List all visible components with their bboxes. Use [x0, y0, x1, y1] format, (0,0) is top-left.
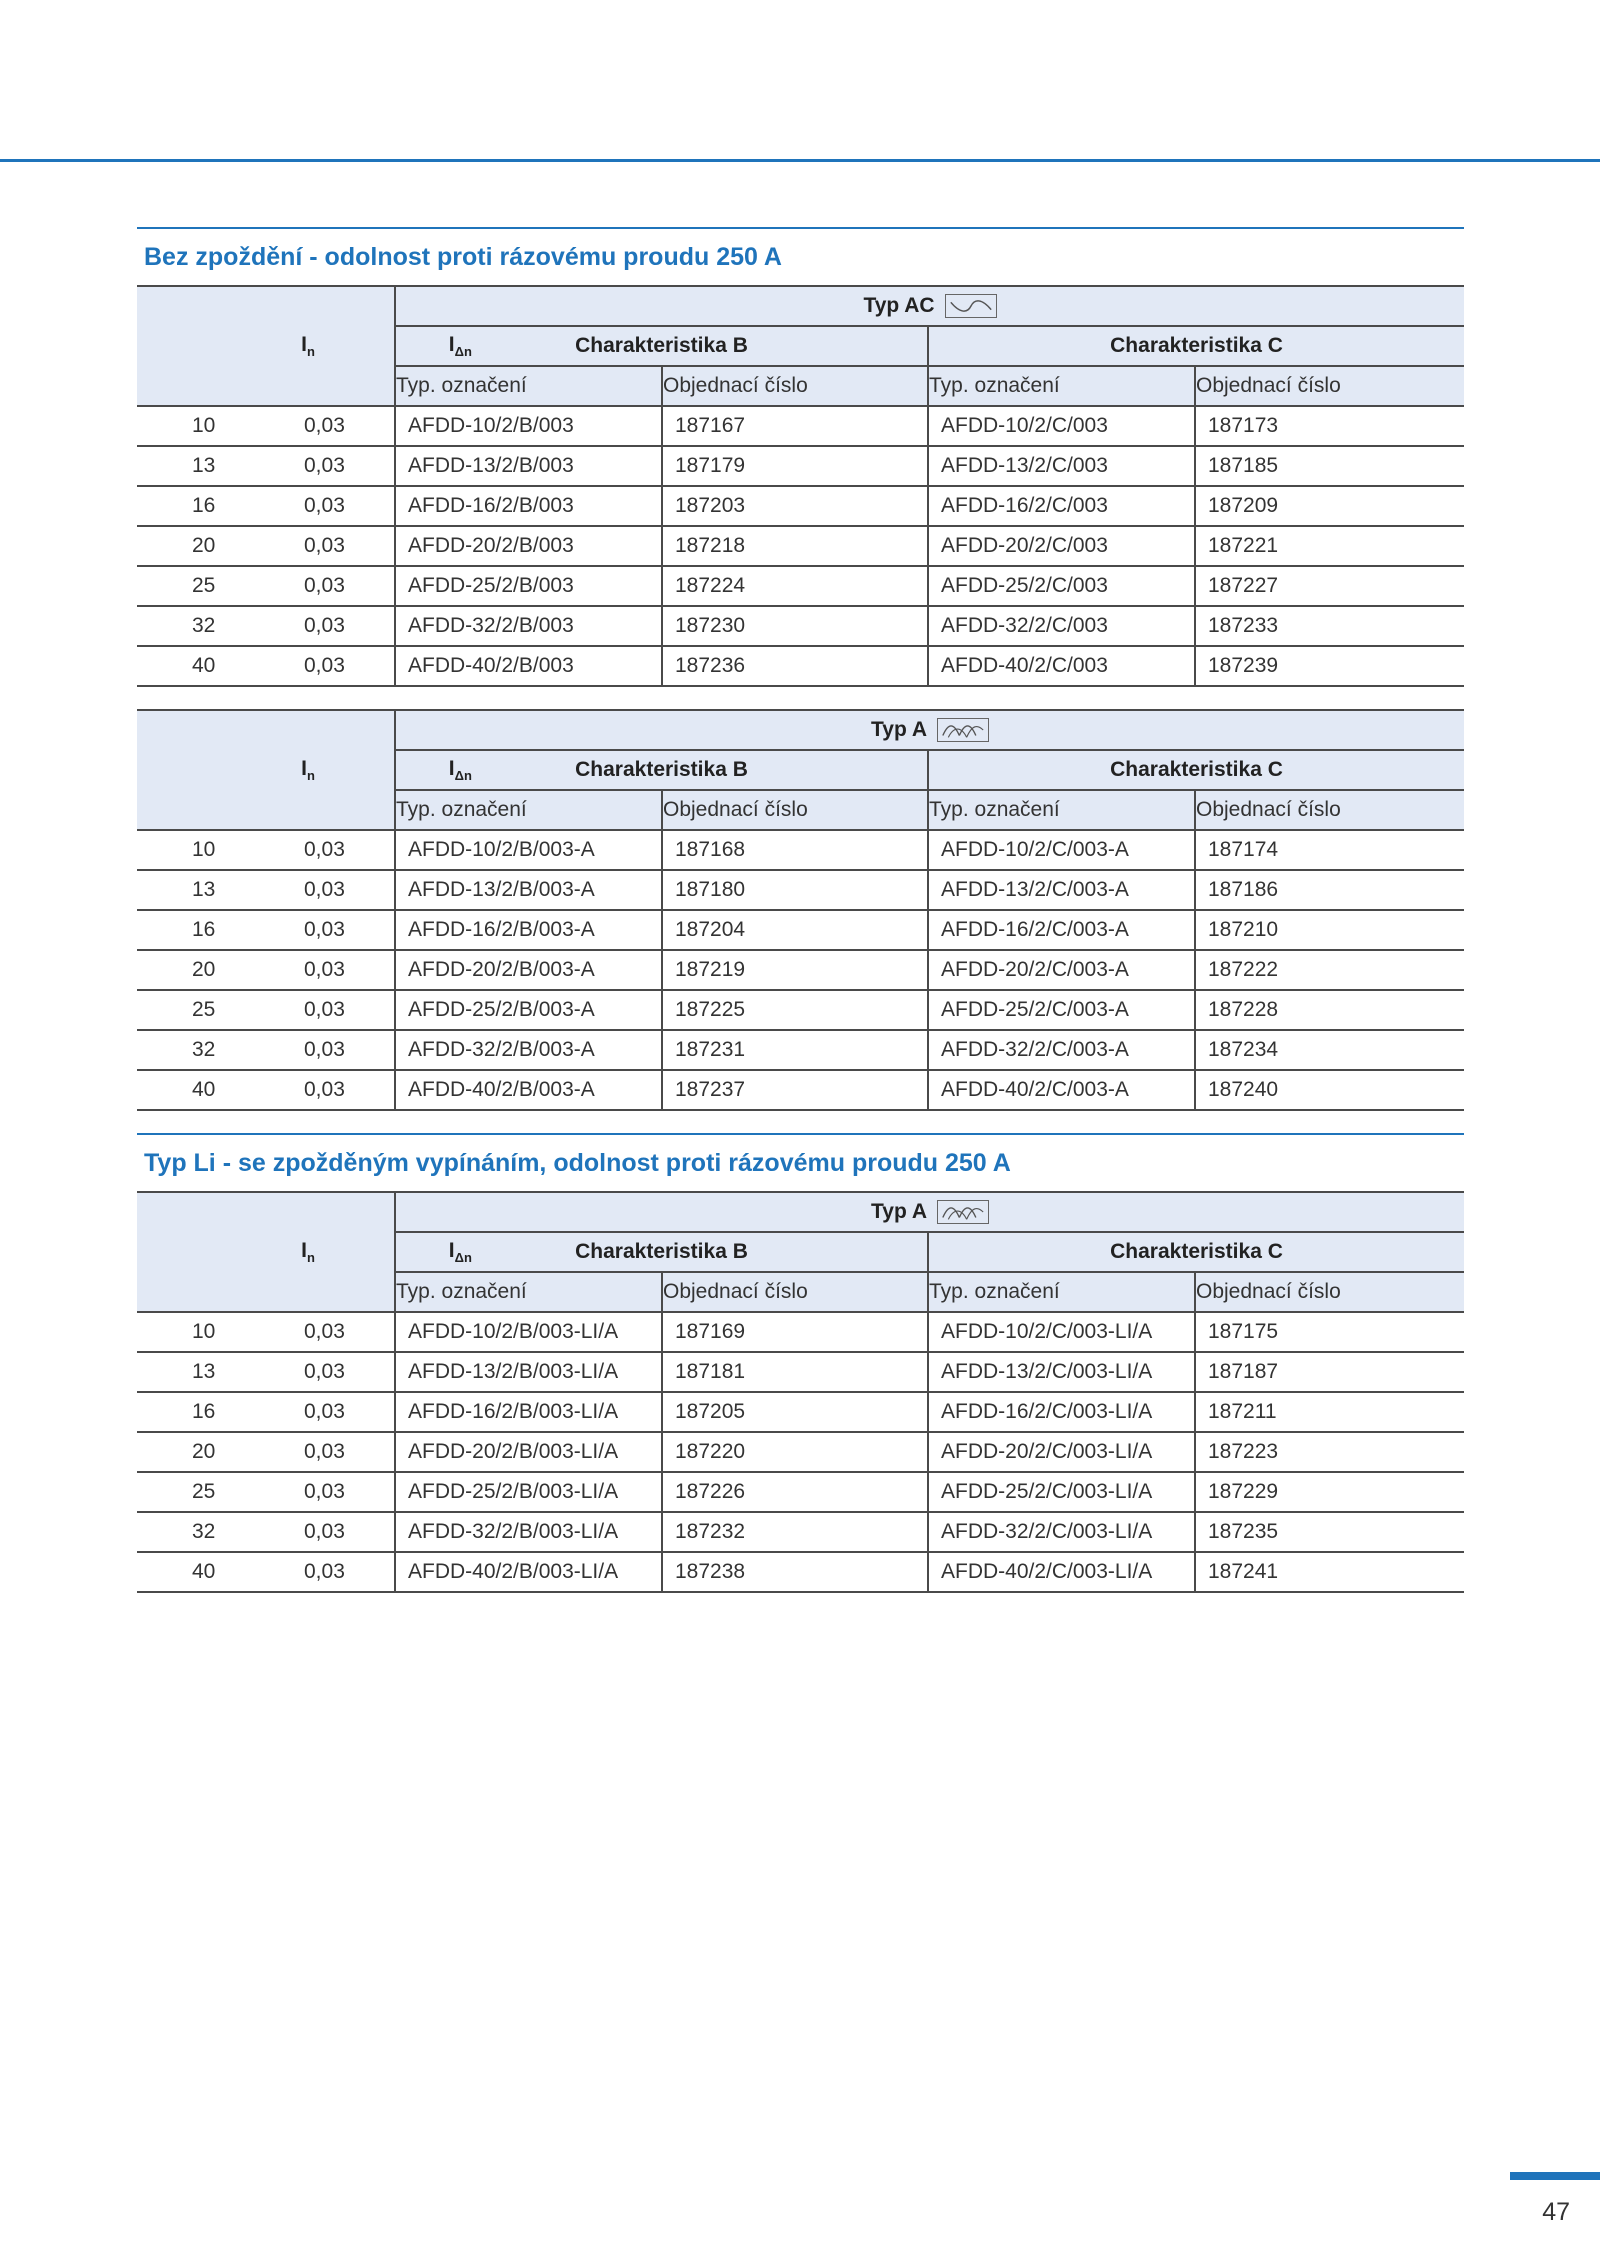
idn-value: 0,03	[257, 1312, 395, 1352]
order-c-value: 187186	[1195, 870, 1464, 910]
type-b-value: AFDD-32/2/B/003-LI/A	[395, 1512, 662, 1552]
table-row	[137, 1512, 1464, 1552]
table-row	[137, 910, 1464, 950]
order-c-value: 187185	[1195, 446, 1464, 486]
col-order-c: Objednací číslo	[1195, 790, 1464, 830]
type-c-value: AFDD-20/2/C/003	[928, 526, 1195, 566]
type-c-value: AFDD-32/2/C/003-A	[928, 1030, 1195, 1070]
type-c-value: AFDD-25/2/C/003-A	[928, 990, 1195, 1030]
idn-value: 0,03	[257, 566, 395, 606]
order-b-value: 187169	[662, 1312, 928, 1352]
idn-value: 0,03	[257, 1030, 395, 1070]
idn-value: 0,03	[257, 1352, 395, 1392]
order-c-value: 187221	[1195, 526, 1464, 566]
ac-sine-wave-icon	[945, 294, 997, 318]
idn-value: 0,03	[257, 486, 395, 526]
order-b-value: 187226	[662, 1472, 928, 1512]
type-c-value: AFDD-40/2/C/003-LI/A	[928, 1552, 1195, 1592]
table-row	[137, 1030, 1464, 1070]
order-c-value: 187241	[1195, 1552, 1464, 1592]
idn-value: 0,03	[257, 406, 395, 446]
type-c-value: AFDD-32/2/C/003-LI/A	[928, 1512, 1195, 1552]
in-header: $I_n$	[301, 757, 315, 783]
table-row	[137, 486, 1464, 526]
order-c-value: 187187	[1195, 1352, 1464, 1392]
table-typ-li-a	[137, 1191, 1464, 1593]
section-title: Bez zpoždění - odolnost proti rázovému proudu 250 A	[144, 243, 782, 271]
col-type-c: Typ. označení	[928, 366, 1195, 406]
typ-label: Typ A	[871, 1200, 927, 1223]
order-c-value: 187209	[1195, 486, 1464, 526]
idn-value: 0,03	[257, 830, 395, 870]
order-b-value: 187238	[662, 1552, 928, 1592]
top-rule	[0, 159, 1600, 162]
idn-value: 0,03	[257, 1512, 395, 1552]
type-b-value: AFDD-32/2/B/003-A	[395, 1030, 662, 1070]
order-c-value: 187240	[1195, 1070, 1464, 1110]
order-b-value: 187167	[662, 406, 928, 446]
order-b-value: 187219	[662, 950, 928, 990]
in-value: 20	[137, 526, 257, 566]
col-type-c: Typ. označení	[928, 1272, 1195, 1312]
idn-value: 0,03	[257, 1432, 395, 1472]
type-b-value: AFDD-10/2/B/003-LI/A	[395, 1312, 662, 1352]
type-b-value: AFDD-16/2/B/003-LI/A	[395, 1392, 662, 1432]
typ-header	[395, 286, 1464, 326]
col-order-b: Objednací číslo	[662, 790, 928, 830]
type-b-value: AFDD-13/2/B/003	[395, 446, 662, 486]
type-b-value: AFDD-10/2/B/003-A	[395, 830, 662, 870]
idn-value: 0,03	[257, 950, 395, 990]
in-value: 25	[137, 990, 257, 1030]
type-c-value: AFDD-16/2/C/003	[928, 486, 1195, 526]
a-pulsating-wave-icon	[937, 1200, 989, 1224]
in-header: $I_n$	[301, 1239, 315, 1265]
type-b-value: AFDD-10/2/B/003	[395, 406, 662, 446]
char-b-header: Charakteristika B	[395, 326, 928, 366]
table-row	[137, 1432, 1464, 1472]
col-order-b: Objednací číslo	[662, 1272, 928, 1312]
order-c-value: 187222	[1195, 950, 1464, 990]
table-row	[137, 406, 1464, 446]
type-b-value: AFDD-13/2/B/003-LI/A	[395, 1352, 662, 1392]
typ-label: Typ AC	[863, 294, 935, 317]
table-row	[137, 830, 1464, 870]
idn-value: 0,03	[257, 990, 395, 1030]
idn-value: 0,03	[257, 870, 395, 910]
typ-header	[395, 1192, 1464, 1232]
in-value: 40	[137, 646, 257, 686]
type-b-value: AFDD-25/2/B/003	[395, 566, 662, 606]
type-b-value: AFDD-20/2/B/003-LI/A	[395, 1432, 662, 1472]
in-value: 16	[137, 910, 257, 950]
type-c-value: AFDD-20/2/C/003-LI/A	[928, 1432, 1195, 1472]
in-value: 13	[137, 870, 257, 910]
idn-value: 0,03	[257, 446, 395, 486]
col-order-c: Objednací číslo	[1195, 366, 1464, 406]
idn-header: $I_{\Delta n}$	[448, 1239, 472, 1265]
type-b-value: AFDD-25/2/B/003-LI/A	[395, 1472, 662, 1512]
type-c-value: AFDD-40/2/C/003	[928, 646, 1195, 686]
table-row	[137, 950, 1464, 990]
type-c-value: AFDD-16/2/C/003-LI/A	[928, 1392, 1195, 1432]
in-value: 10	[137, 406, 257, 446]
in-value: 16	[137, 1392, 257, 1432]
in-value: 40	[137, 1552, 257, 1592]
table-row	[137, 870, 1464, 910]
idn-value: 0,03	[257, 1472, 395, 1512]
in-value: 10	[137, 830, 257, 870]
type-c-value: AFDD-10/2/C/003	[928, 406, 1195, 446]
in-value: 20	[137, 1432, 257, 1472]
in-value: 32	[137, 606, 257, 646]
order-b-value: 187224	[662, 566, 928, 606]
col-order-c: Objednací číslo	[1195, 1272, 1464, 1312]
section-title: Typ Li - se zpožděným vypínáním, odolnost proti rázovému proudu 250 A	[144, 1149, 1011, 1177]
char-c-header: Charakteristika C	[928, 750, 1464, 790]
order-b-value: 187218	[662, 526, 928, 566]
type-b-value: AFDD-40/2/B/003-A	[395, 1070, 662, 1110]
type-c-value: AFDD-40/2/C/003-A	[928, 1070, 1195, 1110]
section-bez-zpozdeni	[137, 227, 1464, 1111]
table-row	[137, 566, 1464, 606]
table-typ-a	[137, 709, 1464, 1111]
order-c-value: 187175	[1195, 1312, 1464, 1352]
order-c-value: 187233	[1195, 606, 1464, 646]
in-value: 13	[137, 1352, 257, 1392]
table-row	[137, 1392, 1464, 1432]
order-b-value: 187205	[662, 1392, 928, 1432]
order-b-value: 187230	[662, 606, 928, 646]
type-b-value: AFDD-16/2/B/003	[395, 486, 662, 526]
type-c-value: AFDD-10/2/C/003-A	[928, 830, 1195, 870]
order-c-value: 187227	[1195, 566, 1464, 606]
order-b-value: 187232	[662, 1512, 928, 1552]
order-b-value: 187203	[662, 486, 928, 526]
order-c-value: 187174	[1195, 830, 1464, 870]
col-type-c: Typ. označení	[928, 790, 1195, 830]
type-c-value: AFDD-32/2/C/003	[928, 606, 1195, 646]
order-b-value: 187236	[662, 646, 928, 686]
table-row	[137, 606, 1464, 646]
col-order-b: Objednací číslo	[662, 366, 928, 406]
in-value: 40	[137, 1070, 257, 1110]
table-row	[137, 446, 1464, 486]
table-row	[137, 1472, 1464, 1512]
col-type-b: Typ. označení	[395, 1272, 662, 1312]
in-value: 10	[137, 1312, 257, 1352]
order-b-value: 187220	[662, 1432, 928, 1472]
order-c-value: 187210	[1195, 910, 1464, 950]
in-value: 25	[137, 566, 257, 606]
idn-header: $I_{\Delta n}$	[448, 333, 472, 359]
typ-header	[395, 710, 1464, 750]
order-c-value: 187228	[1195, 990, 1464, 1030]
order-c-value: 187239	[1195, 646, 1464, 686]
col-type-b: Typ. označení	[395, 366, 662, 406]
idn-value: 0,03	[257, 526, 395, 566]
idn-value: 0,03	[257, 1392, 395, 1432]
table-row	[137, 1552, 1464, 1592]
idn-value: 0,03	[257, 646, 395, 686]
table-typ-ac	[137, 285, 1464, 687]
in-value: 20	[137, 950, 257, 990]
char-b-header: Charakteristika B	[395, 750, 928, 790]
typ-label: Typ A	[871, 718, 927, 741]
type-c-value: AFDD-16/2/C/003-A	[928, 910, 1195, 950]
order-b-value: 187231	[662, 1030, 928, 1070]
col-type-b: Typ. označení	[395, 790, 662, 830]
table-row	[137, 1070, 1464, 1110]
table-row	[137, 1352, 1464, 1392]
type-c-value: AFDD-13/2/C/003-LI/A	[928, 1352, 1195, 1392]
in-value: 25	[137, 1472, 257, 1512]
table-row	[137, 646, 1464, 686]
type-c-value: AFDD-10/2/C/003-LI/A	[928, 1312, 1195, 1352]
section-typ-li	[137, 1133, 1464, 1593]
order-b-value: 187181	[662, 1352, 928, 1392]
order-b-value: 187180	[662, 870, 928, 910]
in-header: $I_n$	[301, 333, 315, 359]
order-c-value: 187235	[1195, 1512, 1464, 1552]
table-row	[137, 526, 1464, 566]
order-b-value: 187168	[662, 830, 928, 870]
type-c-value: AFDD-13/2/C/003	[928, 446, 1195, 486]
in-value: 32	[137, 1512, 257, 1552]
page-tab-marker	[1510, 2172, 1600, 2180]
in-value: 32	[137, 1030, 257, 1070]
idn-value: 0,03	[257, 1070, 395, 1110]
type-b-value: AFDD-25/2/B/003-A	[395, 990, 662, 1030]
order-b-value: 187179	[662, 446, 928, 486]
type-c-value: AFDD-25/2/C/003-LI/A	[928, 1472, 1195, 1512]
type-c-value: AFDD-20/2/C/003-A	[928, 950, 1195, 990]
order-c-value: 187234	[1195, 1030, 1464, 1070]
idn-header: $I_{\Delta n}$	[448, 757, 472, 783]
order-c-value: 187223	[1195, 1432, 1464, 1472]
type-b-value: AFDD-40/2/B/003-LI/A	[395, 1552, 662, 1592]
table-row	[137, 990, 1464, 1030]
order-c-value: 187211	[1195, 1392, 1464, 1432]
type-b-value: AFDD-13/2/B/003-A	[395, 870, 662, 910]
in-value: 16	[137, 486, 257, 526]
order-b-value: 187204	[662, 910, 928, 950]
type-b-value: AFDD-40/2/B/003	[395, 646, 662, 686]
type-b-value: AFDD-16/2/B/003-A	[395, 910, 662, 950]
idn-value: 0,03	[257, 1552, 395, 1592]
idn-value: 0,03	[257, 910, 395, 950]
order-c-value: 187173	[1195, 406, 1464, 446]
char-c-header: Charakteristika C	[928, 326, 1464, 366]
a-pulsating-wave-icon	[937, 718, 989, 742]
char-c-header: Charakteristika C	[928, 1232, 1464, 1272]
type-b-value: AFDD-20/2/B/003-A	[395, 950, 662, 990]
idn-value: 0,03	[257, 606, 395, 646]
table-row	[137, 1312, 1464, 1352]
type-c-value: AFDD-25/2/C/003	[928, 566, 1195, 606]
order-b-value: 187237	[662, 1070, 928, 1110]
order-c-value: 187229	[1195, 1472, 1464, 1512]
char-b-header: Charakteristika B	[395, 1232, 928, 1272]
type-b-value: AFDD-32/2/B/003	[395, 606, 662, 646]
type-b-value: AFDD-20/2/B/003	[395, 526, 662, 566]
page-number: 47	[1542, 2198, 1570, 2226]
type-c-value: AFDD-13/2/C/003-A	[928, 870, 1195, 910]
in-value: 13	[137, 446, 257, 486]
order-b-value: 187225	[662, 990, 928, 1030]
